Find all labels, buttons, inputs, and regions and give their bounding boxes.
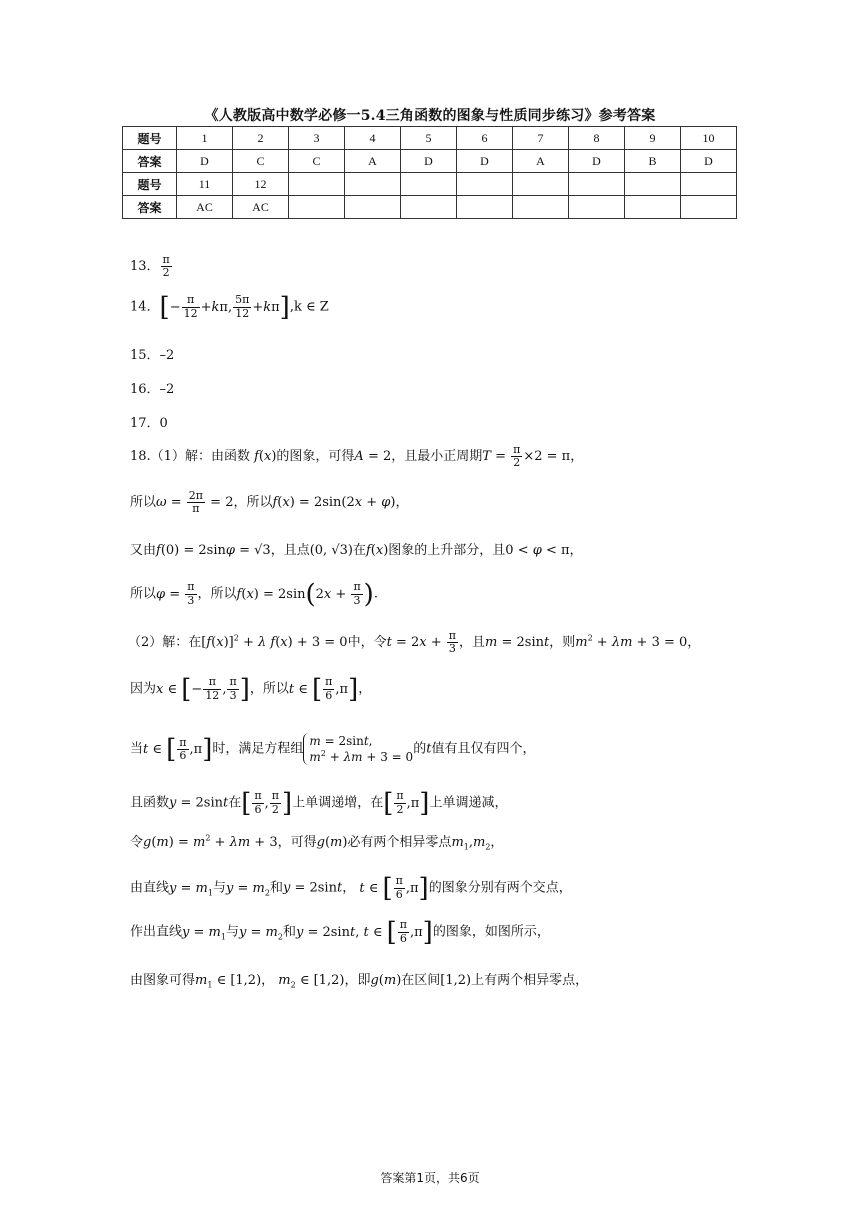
table-cell [513,196,569,219]
solution-text: 的图象，可得 [276,449,355,465]
table-cell: D [569,150,625,173]
formula: $g(m) = m^2 + \lambda m + 3$ [143,833,278,850]
solution-text: 的图象，如图所示， [432,924,550,940]
answer-15: 15．–2 [130,348,175,363]
formula: $m_2$ ∈ [1,2) [278,973,345,990]
solution-text: 的 [413,741,427,757]
formula: A = 2 [354,449,392,465]
solution-text: ，所以 [233,495,273,511]
solution-line: （2）解：在$[f(x)]^2 + \lambda$ f(x) + 3 = 0中，令t = 2x + $\frac{\pi}{3}$ ，且m = 2sint，则$m^2 + \lambda m + 3 = 0$， [128,629,701,656]
formula: f(x) [254,449,277,465]
solution-text: 图象的上升部分，且 [388,543,506,558]
solution-text: （2）解：在 [128,635,202,651]
solution-text: 值有且仅有四个， [431,741,536,757]
formula: m = 2sint [485,635,550,651]
solution-text: 和 [269,880,283,896]
formula: $y = m_2$ [225,880,270,898]
solution-text: 在 [352,543,366,558]
table-cell [289,196,345,219]
formula: [ $\frac{\pi}{2}$ ,π] [383,788,430,818]
solution-text: 由图象可得 [130,973,196,988]
formula: t ∈ [ $\frac{\pi}{6}$ ,π] [359,873,429,903]
table-cell [625,196,681,219]
solution-text: 作出直线 [130,924,183,940]
formula: [ $\frac{\pi}{6}$ , $\frac{\pi}{2}$ ] [241,788,293,818]
solution-text: 令 [130,835,144,850]
solution-text: 上单调递增，在 [292,795,384,811]
solution-line: 当t ∈ [ $\frac{\pi}{6}$ ,π]时，满足方程组m = 2sint, $m^2 + \lambda m + 3 = 0$的t值有且仅有四个， [130,734,536,765]
table-cell [569,196,625,219]
formula: y = 2sint [169,795,229,811]
formula: $m_1,m_2$ [451,835,491,852]
solution-text: 上有两个相异零点， [471,973,589,988]
solution-text: ，即 [344,973,371,988]
table-cell: 3 [289,127,345,150]
table-cell: 12 [233,173,289,196]
solution-text: 与 [212,880,226,896]
table-cell [681,173,737,196]
formula: t ∈ [ $\frac{\pi}{6}$ ,π] [288,674,359,704]
answer-17: 17．0 [130,416,168,431]
formula: $[f(x)]^2 + \lambda$ f(x) + 3 = 0 [201,633,348,651]
formula: $m_1$ ∈ [1,2) [195,973,262,990]
table-cell [625,173,681,196]
table-cell [345,196,401,219]
solution-text: 当 [130,741,144,757]
solution-line: 又由f(0) = 2sinφ = √3，且点(0, √3)在f(x)图象的上升部分，且0 < φ < π， [130,543,583,558]
table-row [123,150,737,173]
solution-text: ，则 [549,635,576,651]
table-cell: D [401,150,457,173]
solution-text: 在区间 [401,973,441,988]
formula: x ∈ [− $\frac{\pi}{12}$ , $\frac{\pi}{3}$ ] [156,674,250,704]
solution-text: 由直线 [130,880,170,896]
formula: T = $\frac{\pi}{2}$ ×2 = π [482,443,571,470]
solution-text: ，可得 [277,835,317,850]
table-cell: 11 [177,173,233,196]
solution-text: 和 [282,924,296,940]
table-cell [681,196,737,219]
page-footer: 答案第1页，共6页 [380,1171,480,1185]
answer-13 [130,254,173,279]
formula: y = 2sint [282,880,343,896]
solution-text: 时，满足方程组 [212,741,304,757]
formula: f(0) = 2sinφ = √3 [156,543,271,558]
table-cell [401,173,457,196]
solution-line: 所以φ = $\frac{\pi}{3}$ ，所以f(x) = 2sin(2x + $\frac{\pi}{3}$ ). [130,579,378,609]
table-cell [457,196,513,219]
formula: [− $\frac{\pi}{12}$ +kπ, $\frac{5\pi}{12}$ +kπ] [159,292,290,322]
table-cell [289,173,345,196]
solution-text: ，且 [459,635,486,651]
solution-line [130,919,550,945]
table-cell: 10 [681,127,737,150]
formula: [1,2) [440,973,472,988]
item-number: 13． [130,259,160,275]
solution-text: ，且点 [270,543,310,558]
table-cell: AC [177,196,233,219]
formula: g(m) [370,973,402,988]
formula: $y = m_1$ [169,880,213,898]
solution-line: 因为x ∈ [− $\frac{\pi}{12}$ , $\frac{\pi}{3}$ ]，所以t ∈ [ $\frac{\pi}{6}$ ,π]， [130,674,372,704]
solution-text: 必有两个相异零点 [347,835,452,850]
item-number: 14． [130,299,160,315]
solution-text: 与 [225,924,239,940]
table-row [123,127,737,150]
table-cell: D [681,150,737,173]
answer-16: 16．–2 [130,382,175,397]
solution-text: 上单调递减， [429,795,508,811]
solution-line [130,790,507,816]
row-label: 答案 [123,196,177,219]
table-row [123,196,737,219]
table-cell: 5 [401,127,457,150]
formula: ω = $\frac{2\pi}{\pi}$ = 2 [156,489,234,516]
formula: y = 2sint, t ∈ [ $\frac{\pi}{6}$ ,π] [295,917,433,947]
table-cell [345,173,401,196]
table-row [123,173,737,196]
formula: t ∈ [ $\frac{\pi}{6}$ ,π] [143,734,213,765]
solution-text: 因为 [130,681,157,697]
row-label: 答案 [123,150,177,173]
table-cell: B [625,150,681,173]
table-cell: D [457,150,513,173]
table-cell: A [513,150,569,173]
formula: t = 2x + $\frac{\pi}{3}$ [386,629,456,656]
formula: f(x) [365,543,389,558]
table-cell [401,196,457,219]
answer-14 [130,294,329,320]
table-cell: 7 [513,127,569,150]
row-label: 题号 [123,127,177,150]
formula: $\frac{\pi}{2}$ [162,253,170,280]
solution-text: 所以 [130,586,157,602]
table-cell [513,173,569,196]
formula: g(m) [316,835,348,850]
formula: $y = m_1$ [182,924,226,942]
table-cell: 2 [233,127,289,150]
formula-tail: ,k ∈ Z [289,299,329,315]
table-cell: C [233,150,289,173]
solution-line: 由图象可得$m_1$ ∈ [1,2)， $m_2$ ∈ [1,2)，即g(m)在区间[1,2)上有两个相异零点， [130,973,589,990]
formula: (0, √3) [309,543,353,558]
answer-table [122,126,737,219]
table-cell: 9 [625,127,681,150]
formula: φ = $\frac{\pi}{3}$ [156,580,195,607]
formula: $y = m_2$ [238,924,283,942]
table-cell: 1 [177,127,233,150]
table-cell: 8 [569,127,625,150]
solution-text: ，所以 [197,586,237,602]
formula: f(x) = 2sin(2x + $\frac{\pi}{3}$ ) [236,579,374,609]
equation-system: m = 2sint, $m^2 + \lambda m + 3 = 0$ [303,733,413,765]
solution-text: 18.（1）解：由函数 [130,449,250,465]
formula: $m^2 + \lambda m + 3 = 0$ [575,633,688,651]
solution-line: 令$g(m) = m^2 + \lambda m + 3$，可得g(m)必有两个相异零点$m_1,m_2$， [130,833,504,852]
solution-text: 所以 [130,495,157,511]
formula: f(x) = 2sin(2x + φ) [272,495,396,511]
table-cell [569,173,625,196]
table-cell: AC [233,196,289,219]
table-cell: 6 [457,127,513,150]
table-cell: C [289,150,345,173]
solution-text: 在 [228,795,242,811]
solution-line: 所以ω = $\frac{2\pi}{\pi}$ = 2，所以f(x) = 2sin(2x + φ)， [130,489,409,516]
formula: 0 < φ < π [505,543,570,558]
solution-line: 由直线$y = m_1$与$y = m_2$和y = 2sint， t ∈ [ $\frac{\pi}{6}$ ,π]的图象分别有两个交点， [130,873,572,903]
row-label: 题号 [123,173,177,196]
table-cell: A [345,150,401,173]
solution-text: ，所以 [249,681,289,697]
solution-line: 18.（1）解：由函数 f(x)的图象，可得A = 2，且最小正周期T = $\frac{\pi}{2}$ ×2 = π， [130,443,584,470]
solution-text: 又由 [130,543,157,558]
solution-text: 且函数 [130,795,170,811]
table-cell: D [177,150,233,173]
solution-text: 中，令 [347,635,387,651]
table-cell: 4 [345,127,401,150]
solution-text: ，且最小正周期 [391,449,483,465]
table-cell [457,173,513,196]
solution-text: 的图象分别有两个交点， [428,880,572,896]
page-title: 《人教版高中数学必修一5.4三角函数的图象与性质同步练习》参考答案 [204,108,656,124]
